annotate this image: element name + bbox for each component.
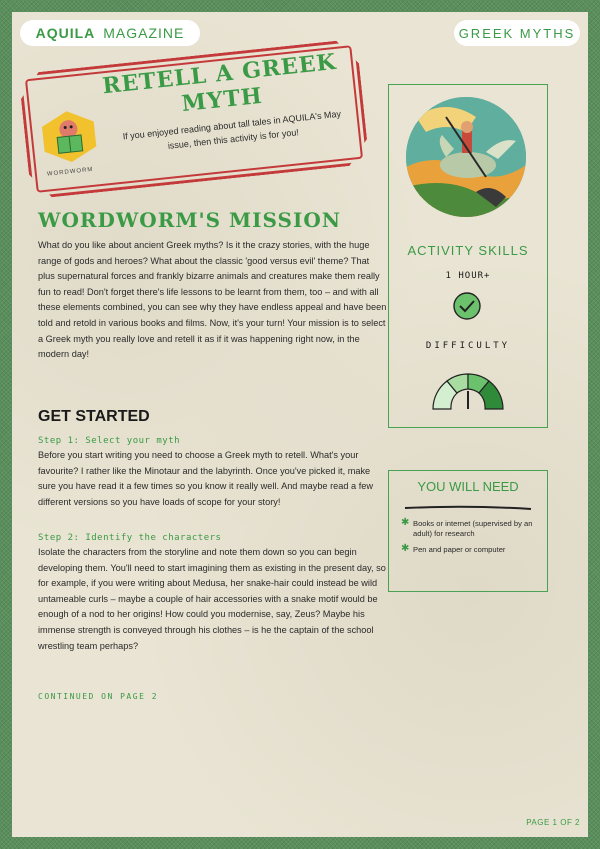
list-item: [401, 519, 541, 539]
page: [12, 12, 588, 837]
step2-title: Step 2: Identify the characters: [38, 533, 222, 543]
step2-paragraph: Isolate the characters from the storyline and note them down so you can begin developing them. You'll need to start imagining them as existing in the present day, so for example, if you were writing about Medusa, her snake-hair could instead be wild untameable curls – maybe a couple of hair accessories with a snake motif would be enough of a nod to her origins! How could you modernise, say, Zeus? Maybe his immense strength is conveyed through his clothes – is he the captain of the school wrestling team perhaps?: [38, 547, 386, 651]
need-item-text: Pen and paper or computer: [413, 545, 506, 554]
get-started-heading: GET STARTED: [38, 408, 150, 425]
you-will-need-title: YOU WILL NEED: [417, 479, 519, 494]
section-label: GREEK MYTHS: [458, 25, 576, 41]
page-number: PAGE 1 OF 2: [526, 818, 580, 827]
bellerophon-pegasus-illustration: [406, 97, 526, 217]
title-stamp: [18, 39, 369, 200]
asterisk-icon: ✱: [401, 543, 410, 554]
step1-paragraph: Before you start writing you need to choose a Greek myth to retell. What's your favourite? I rather like the Minotaur and the labyrinth. Once you've picked it, make sure you have read it a few times so you know it really well. And maybe read a few different versions so you have loads of scope for your story!: [38, 450, 373, 507]
stamp-intro: If you enjoyed reading about tall tales in AQUILA's May issue, then this activity is for you!: [122, 108, 342, 151]
list-item: [401, 545, 541, 555]
clock-check-icon: [452, 291, 482, 321]
magazine-badge: [20, 20, 200, 46]
brand-rest: MAGAZINE: [103, 25, 185, 41]
stamp-title: RETELL A GREEK MYTH: [101, 48, 338, 118]
activity-skills-panel: [388, 84, 548, 428]
need-item-text: Books or internet (supervised by an adult) for research: [413, 519, 533, 538]
you-will-need-panel: [388, 470, 548, 592]
asterisk-icon: ✱: [401, 517, 410, 528]
difficulty-label: DIFFICULTY: [425, 341, 511, 351]
wordworm-label: WORDWORM: [46, 166, 94, 178]
step1-title: Step 1: Select your myth: [38, 436, 181, 446]
mission-paragraph: What do you like about ancient Greek myths? Is it the crazy stories, with the huge range of gods and heroes? What about the classic 'good versus evil' theme? That plus supernatural forces and frankly bizarre animals and creatures make them really fun to read! Don't forget there's life lessons to be learnt from them, too – and with all these elements combined, you can see why they have endless appeal and have been told and retold in various books and films. Now, it's your turn! Your mission is to select a Greek myth you really love and retell it as if it was happening right now, in the modern day!: [38, 240, 387, 360]
brand-bold: AQUILA: [35, 25, 96, 41]
need-list: [401, 519, 541, 561]
brush-divider: [403, 505, 533, 511]
continued-link[interactable]: CONTINUED ON PAGE 2: [38, 692, 159, 701]
section-badge: [454, 20, 580, 46]
time-label: 1 HOUR+: [445, 271, 491, 281]
mission-heading: WORDWORM'S MISSION: [38, 208, 342, 232]
difficulty-gauge-icon: [427, 361, 509, 413]
wordworm-icon: [36, 106, 101, 166]
activity-skills-title: ACTIVITY SKILLS: [407, 243, 529, 258]
